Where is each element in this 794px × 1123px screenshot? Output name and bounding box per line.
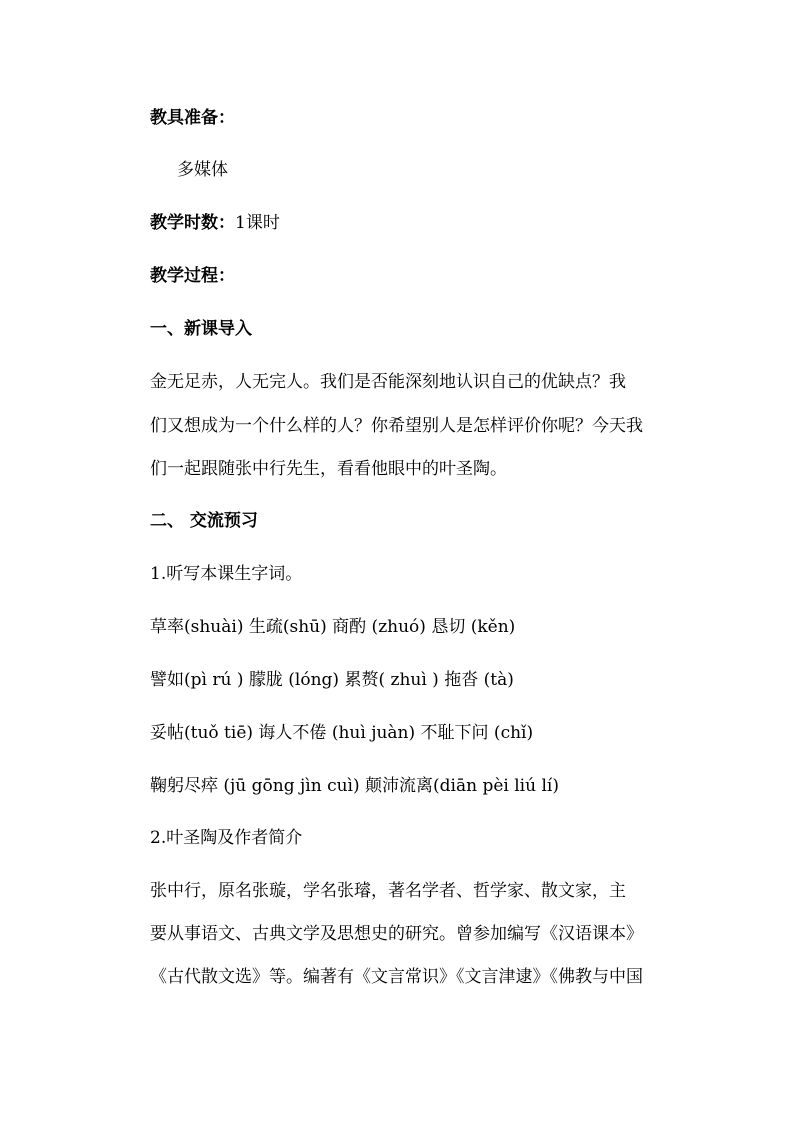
bio-line-2: 要从事语文、古典文学及思想史的研究。曾参加编写《汉语课本》 — [150, 924, 643, 944]
item2-heading: 2.叶圣陶及作者简介 — [150, 828, 303, 848]
intro-line-2: 们又想成为一个什么样的人？你希望别人是怎样评价你呢？今天我 — [150, 416, 643, 436]
process-heading: 教学过程： — [150, 266, 235, 286]
hours-line — [150, 213, 280, 233]
vocab-line-3: 妥帖(tuǒ tiē) 诲人不倦 (huì juàn) 不耻下问 (chǐ) — [150, 723, 534, 743]
section2-heading: 二、 交流预习 — [150, 511, 258, 531]
bio-line-1: 张中行，原名张璇，学名张璿，著名学者、哲学家、散文家，主 — [150, 881, 626, 901]
tools-value: 多媒体 — [177, 160, 228, 180]
vocab-line-4: 鞠躬尽瘁 (jū gōng jìn cuì) 颠沛流离(diān pèi liú lí) — [150, 776, 559, 796]
item1-heading: 1.听写本课生字词。 — [150, 564, 303, 584]
intro-line-1: 金无足赤，人无完人。我们是否能深刻地认识自己的优缺点？我 — [150, 372, 626, 392]
vocab-line-1: 草率(shuài) 生疏(shū) 商酌 (zhuó) 恳切 (kěn) — [150, 617, 516, 637]
vocab-line-2: 譬如(pì rú ) 朦胧 (lóng) 累赘( zhuì ) 拖沓 (tà) — [150, 670, 514, 690]
intro-line-3: 们一起跟随张中行先生，看看他眼中的叶圣陶。 — [150, 459, 507, 479]
section1-heading: 一、新课导入 — [150, 319, 252, 339]
hours-label: 教学时数： — [150, 213, 235, 233]
tools-heading: 教具准备： — [150, 108, 235, 128]
bio-line-3: 《古代散文选》等。编著有《文言常识》《文言津逮》《佛教与中国 — [150, 967, 643, 987]
hours-value: 1课时 — [235, 213, 280, 233]
